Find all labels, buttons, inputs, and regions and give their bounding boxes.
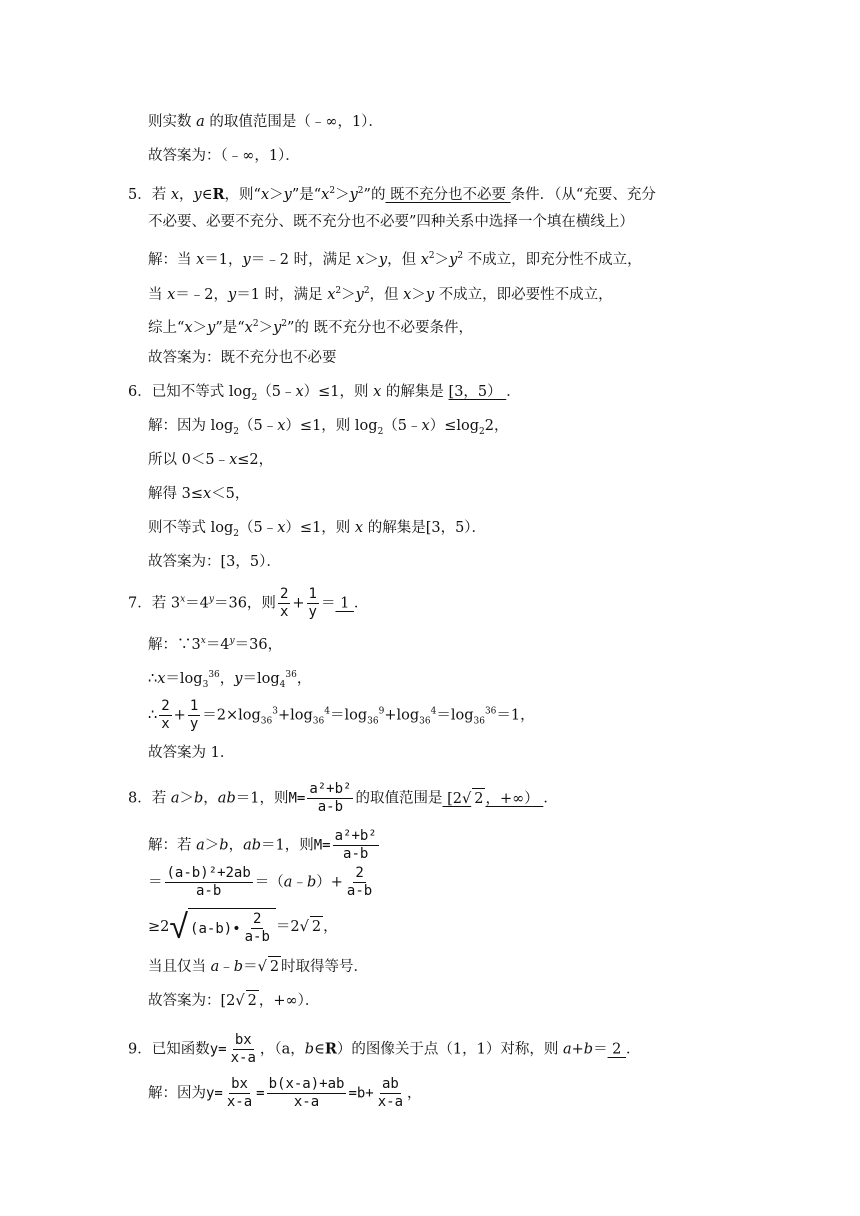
solution-line: $\therefore x=\log_3^{36}$，$y=\log_4^{36}$， — [148, 670, 312, 690]
question-number: 7． — [128, 595, 152, 612]
solution-line: 当且仅当 a﹣b＝√ 2 时取得等号． — [148, 956, 368, 977]
fraction: $\frac{ab}{x-a}$ — [377, 1076, 404, 1110]
question-number: 6． — [128, 384, 152, 400]
solution-line: ∴ $\frac{2}{x}$ + $\frac{1}{y}$ $=2\times\log_{36}^3+\log_{36}^4=\log_{36}^9+\log_{36}^4=\log_{36}^{36}=1$， — [148, 698, 535, 732]
question-9: 9．已知函数y= $\frac{bx}{x-a}$ ，（a，b∈R）的图像关于点（1，1）对称，则 a+b＝ 2 ． — [128, 1032, 641, 1066]
question-number: 9． — [128, 1041, 152, 1058]
answer-blank: [2√ 2 ，+∞） — [442, 791, 543, 807]
question-text: 条件．（从“充要、充分 — [510, 187, 656, 203]
fraction: $\frac{1}{y}$ — [189, 698, 199, 732]
fraction: $\frac{2}{x}$ — [279, 586, 289, 620]
solution-line: 解：若 a＞b，ab＝1，则M= $\frac{\text{a²+b²}}{a-b}$ — [148, 828, 377, 862]
solution-line: ≥2 √ (a-b)• $\frac{2}{a-b}$ ＝2√ 2 ， — [148, 907, 338, 947]
fraction: $\frac{2}{x}$ — [161, 698, 170, 732]
fraction: $\frac{2}{a-b}$ — [346, 865, 373, 899]
answer-blank: 2 — [607, 1041, 627, 1058]
question-number: 8． — [128, 790, 152, 807]
solution-line: 解：$\because 3^x=4^y=36$， — [148, 636, 283, 653]
question-7: 7．若 $3^x=4^y=36$，则 $\frac{2}{x}$ + $\frac{1}{y}$ ＝ 1 ． — [128, 586, 369, 620]
question-5: 5．若 x，y∈R，则“x＞y”是“$x^2>y^2$”的 既不充分也不必要 条件．（从“充要、充分 — [128, 186, 656, 203]
fraction: $\frac{bx}{x-a}$ — [226, 1076, 253, 1110]
solution-line: 当 x＝﹣2，y＝1 时，满足 $x^2>y^2$，但 x＞y 不成立，即必要性不成立， — [148, 286, 613, 303]
answer-line: 故答案为：（﹣∞，1）． — [148, 148, 300, 164]
solution-line: 则不等式 $\log_2(5﹣x)\le 1$，则 x 的解集是[3，5）． — [148, 520, 487, 539]
solution-line: 解得 3≤x＜5， — [148, 486, 250, 502]
answer-line: 故答案为 1． — [148, 745, 235, 761]
question-number: 5． — [128, 187, 152, 203]
answer-blank: 1 — [335, 595, 354, 612]
fraction: $\frac{1}{y}$ — [308, 586, 317, 620]
solution-line: 解：因为y= $\frac{bx}{x-a}$ = $\frac{b(x-a)+ab}{x-a}$ =b+ $\frac{ab}{x-a}$ ， — [148, 1076, 422, 1110]
sqrt-expression: √ (a-b)• $\frac{2}{a-b}$ — [169, 908, 276, 946]
punctuation: ． — [506, 384, 521, 400]
answer-line: 故答案为：[3，5）． — [148, 554, 281, 570]
solution-line: 综上“x＞y”是“$x^2>y^2$”的 既不充分也不必要条件， — [148, 319, 474, 336]
fraction: $\frac{\text{(a-b)²+2ab}}{a-b}$ — [166, 865, 251, 899]
fraction: $\frac{\text{a²+b²}}{a-b}$ — [334, 828, 377, 862]
answer-line: 故答案为：既不充分也不必要 — [148, 350, 337, 366]
fraction: $\frac{bx}{x-a}$ — [230, 1032, 256, 1066]
fraction: $\frac{\text{a²+b²}}{a-b}$ — [309, 781, 352, 815]
answer-line: 故答案为：[2√ 2 ，+∞）． — [148, 990, 319, 1011]
solution-line: ＝ $\frac{\text{(a-b)²+2ab}}{a-b}$ ＝（a﹣b）+ $\frac{2}{a-b}$ — [148, 865, 373, 899]
text-line: 则实数 a 的取值范围是（﹣∞，1）． — [148, 114, 383, 130]
question-8: 8．若 a＞b，ab＝1，则M= $\frac{\text{a²+b²}}{a-b}$ 的取值范围是 [2√ 2 ，+∞） ． — [128, 781, 558, 815]
solution-line: 解：当 x＝1，y＝﹣2 时，满足 x＞y，但 $x^2>y^2$ 不成立，即充分性不成立， — [148, 251, 642, 268]
question-6: 6．已知不等式 $\log_2(5﹣x)\le 1$，则 x 的解集是 [3，5） ． — [128, 384, 521, 403]
answer-blank: 既不充分也不必要 — [385, 187, 511, 203]
question-text: 不必要、必要不充分、既不充分也不必要”四种关系中选择一个填在横线上） — [148, 214, 634, 230]
answer-blank: [3，5） — [448, 384, 507, 400]
solution-line: 解：因为 $\log_2(5﹣x)\le 1$，则 $\log_2(5﹣x)\le\log_22$， — [148, 418, 509, 437]
solution-line: 所以 0＜5﹣x≤2， — [148, 452, 274, 468]
fraction: $\frac{b(x-a)+ab}{x-a}$ — [268, 1076, 345, 1110]
